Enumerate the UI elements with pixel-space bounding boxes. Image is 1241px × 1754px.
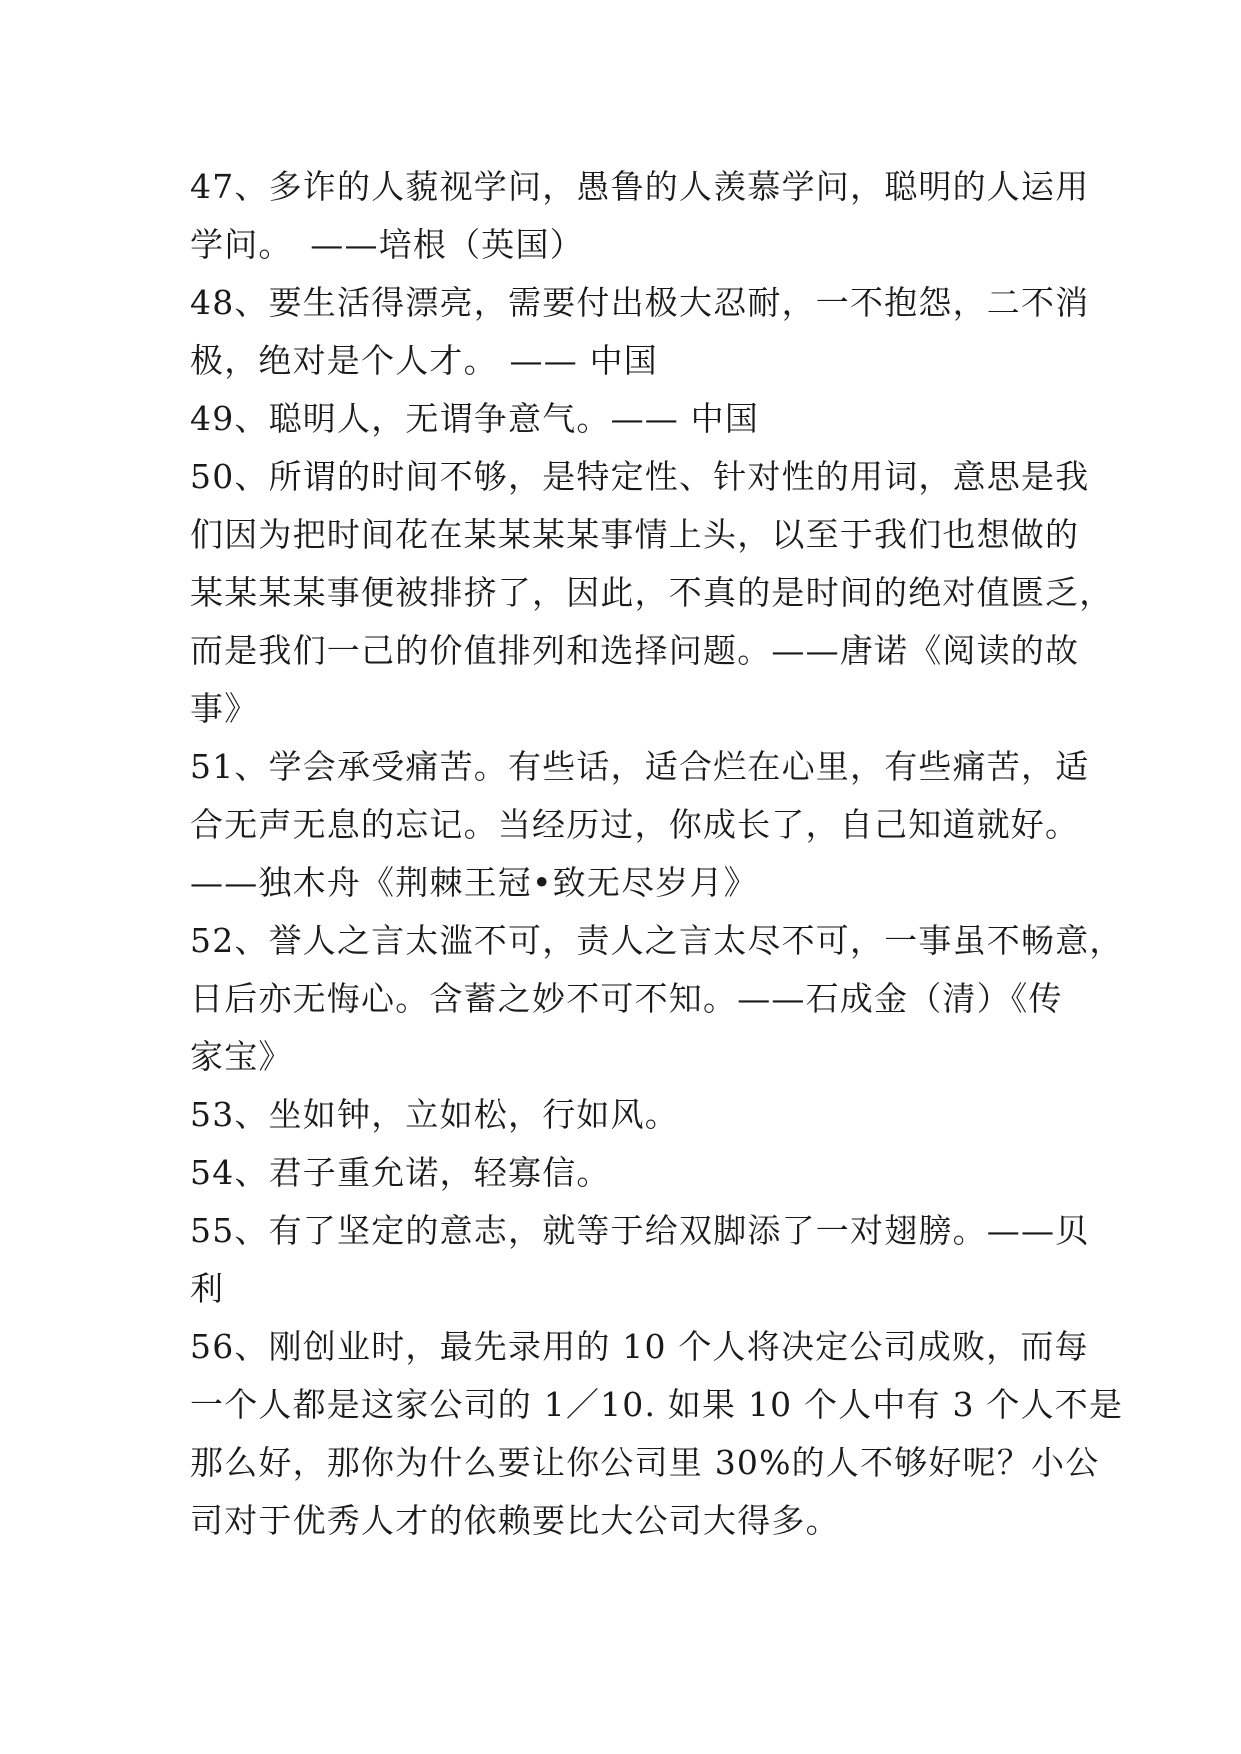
document-body (190, 158, 1124, 1550)
text-line: 51、学会承受痛苦。有些话，适合烂在心里，有些痛苦，适 (190, 747, 1090, 786)
text-line: 54、君子重允诺，轻寡信。 (190, 1153, 611, 1192)
text-line: 49、聪明人，无谓争意气。—— 中国 (190, 399, 760, 438)
text-line: 合无声无息的忘记。当经历过，你成长了，自己知道就好。 (190, 805, 1080, 844)
text-line: 50、所谓的时间不够，是特定性、针对性的用词，意思是我 (190, 457, 1090, 496)
text-line: 日后亦无悔心。含蓄之妙不可不知。——石成金（清）《传 (190, 979, 1063, 1018)
text-line: 48、要生活得漂亮，需要付出极大忍耐，一不抱怨，二不消 (190, 283, 1090, 322)
text-line: 司对于优秀人才的依赖要比大公司大得多。 (190, 1501, 840, 1540)
text-line: 学问。 ——培根（英国） (190, 225, 584, 264)
text-line: 56、刚创业时，最先录用的 10 个人将决定公司成败，而每 (190, 1327, 1089, 1366)
text-line: 事》 (190, 689, 259, 728)
text-line: 极，绝对是个人才。 —— 中国 (190, 341, 658, 380)
text-line: 利 (190, 1269, 225, 1308)
text-line: 某某某某事便被排挤了，因此，不真的是时间的绝对值匮乏， (190, 573, 1114, 612)
text-line: 那么好，那你为什么要让你公司里 30%的人不够好呢？小公 (190, 1443, 1100, 1482)
text-line: 47、多诈的人藐视学问，愚鲁的人羡慕学问，聪明的人运用 (190, 167, 1090, 206)
text-line: 53、坐如钟，立如松，行如风。 (190, 1095, 679, 1134)
text-line: ——独木舟《荆棘王冠•致无尽岁月》 (190, 863, 758, 902)
text-line: 家宝》 (190, 1037, 293, 1076)
text-line: 一个人都是这家公司的 1／10. 如果 10 个人中有 3 个人不是 (190, 1385, 1124, 1424)
text-line: 52、誉人之言太滥不可，责人之言太尽不可，一事虽不畅意， (190, 921, 1124, 960)
text-line: 们因为把时间花在某某某某事情上头，以至于我们也想做的 (190, 515, 1080, 554)
text-line: 而是我们一己的价值排列和选择问题。——唐诺《阅读的故 (190, 631, 1080, 670)
text-line: 55、有了坚定的意志，就等于给双脚添了一对翅膀。——贝 (190, 1211, 1090, 1250)
